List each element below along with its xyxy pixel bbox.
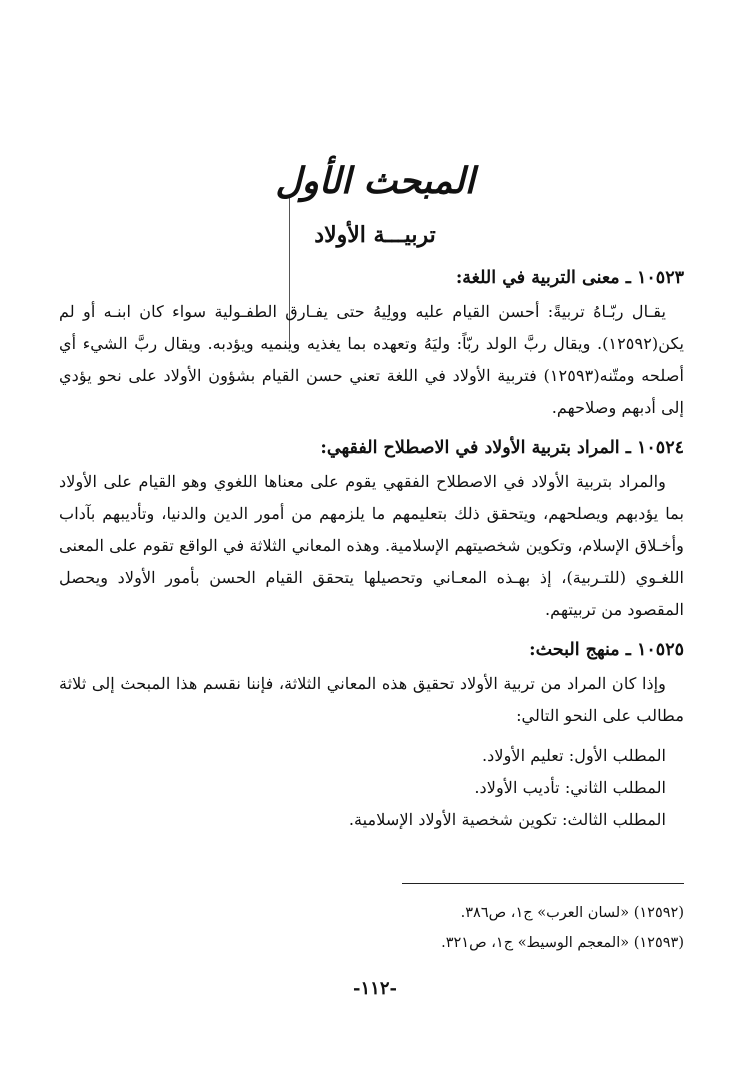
section-heading-lexical: ١٠٥٢٣ ـ معنى التربية في اللغة: [455, 268, 684, 288]
list-item: المطلب الثالث: تكوين شخصية الأولاد الإسلامية. [348, 810, 666, 829]
section-subtitle: تربيـــة الأولاد [314, 222, 436, 248]
paragraph-lexical: يقـال ربّـاهُ تربيةً: أحسن القيام عليه وولِيهُ حتى يفـارق الطفـولية سواء كان ابنـه أو لم يكن(١٢٥٩٢). ويقال ربَّ الولد ربّاً: وليَهُ وتعهده بما يغذيه وينميه ويؤدبه. ويقال ربَّ الشيء أي أصلحه ومتّنه(١٢٥٩٣) فتربية الأولاد في اللغة تعني حسن القيام بشؤون الأولاد على نحو يؤدي إلى أدبهم وصلاحهم. [59, 302, 684, 417]
chapter-title: المبحث الأول [275, 160, 475, 202]
paragraph-method: وإذا كان المراد من تربية الأولاد تحقيق هذه المعاني الثلاثة، فإننا نقسم هذا المبحث إلى ثلاثة مطالب على النحو التالي: [59, 674, 684, 725]
paragraph-jurisprudential: والمراد بتربية الأولاد في الاصطلاح الفقهي يقوم على معناها اللغوي وهو القيام على الأولاد بما يؤدبهم ويصلحهم، ويتحقق ذلك بتعليمهم ما يلزمهم من أمور الدين والدنيا، وتأديبهم بآداب وأخـلاق الإسلام، وتكوين شخصيتهم الإسلامية. وهذه المعاني الثلاثة في الواقع تقوم على المعنى اللغـوي (للتـربية)، إذ بهـذه المعـاني وتحصيلها يتحقق القيام الحسن بأمور الأولاد ويحصل المقصود من تربيتهم. [59, 472, 684, 619]
section-heading-method: ١٠٥٢٥ ـ منهج البحث: [529, 640, 684, 660]
requirements-list [59, 740, 684, 836]
section-heading-jurisprudential: ١٠٥٢٤ ـ المراد بتربية الأولاد في الاصطلاح الفقهي: [320, 438, 684, 458]
footnote: (١٢٥٩٣) «المعجم الوسيط» ج١، ص٣٢١. [441, 935, 684, 951]
list-item: المطلب الثاني: تأديب الأولاد. [474, 778, 666, 797]
footnotes [59, 898, 684, 958]
footnote: (١٢٥٩٢) «لسان العرب» ج١، ص٣٨٦. [460, 905, 684, 921]
list-item: المطلب الأول: تعليم الأولاد. [482, 746, 666, 765]
footnote-divider [402, 883, 684, 884]
page-body [59, 262, 684, 836]
page-number: -١١٢- [353, 978, 397, 999]
